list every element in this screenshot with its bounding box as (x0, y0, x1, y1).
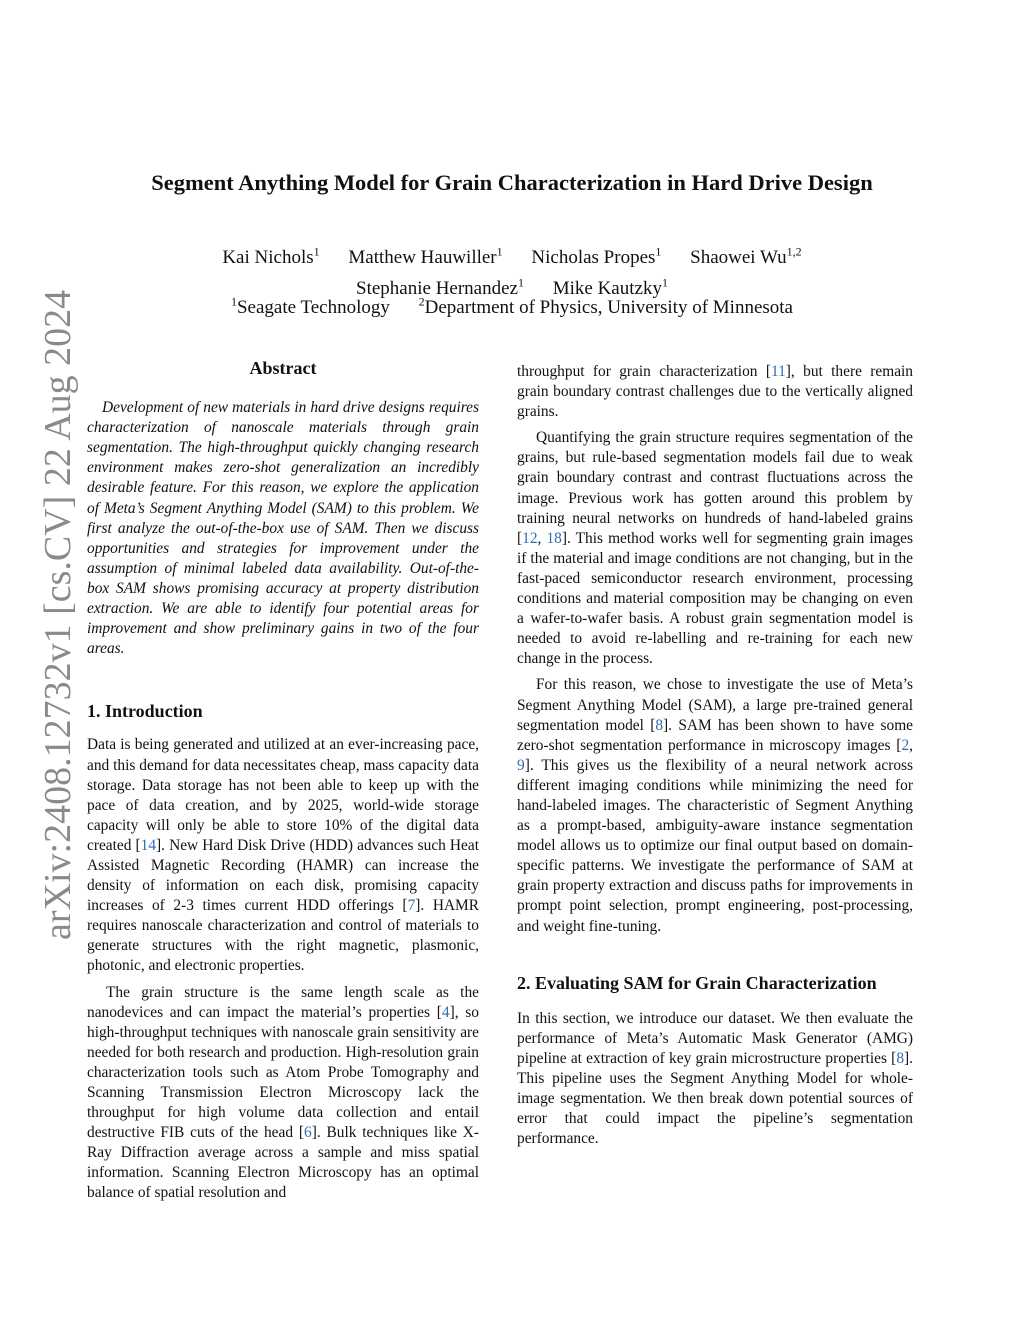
section-2-paragraph-1: In this section, we introduce our dataset. We then evaluate the performance of Meta’s Automatic Mask Generator (AMG) pipeline at extraction of key grain microstructure properties [8]. This pipeline uses the Segment Anything Model for whole-image segmentation. We then break down potential sources of error that could impact the pipeline’s segmentation performance. (517, 1009, 913, 1148)
intro-paragraph-1: Data is being generated and utilized at an ever-increasing pace, and this demand for data necessitates cheap, mass capacity data storage. Data storage has not been able to keep up with the pace of data creation, and by 2025, world-wide storage capacity will only be able to store 10% of the digital data created [14]. New Hard Disk Drive (HDD) advances such Heat Assisted Magnetic Recording (HAMR) can increase the density of information on each disk, promising capacity increases of 2-3 times current HDD offerings [7]. HAMR requires nanoscale characterization and control of materials to generate structures with the right magnetic, plasmonic, photonic, and electronic properties. (87, 736, 480, 975)
right-column (517, 362, 913, 1155)
citation-link[interactable]: 2 (901, 736, 910, 754)
authors-line-1 (0, 240, 1024, 270)
citation-link[interactable]: 18 (546, 529, 562, 547)
intro-paragraph-3: throughput for grain characterization [11], but there remain grain boundary contrast challenges due to the vertically aligned grains. (517, 363, 913, 421)
affiliation: $^2$Department of Physics, University of Minnesota (418, 295, 793, 319)
citation-link[interactable]: 12 (522, 529, 538, 547)
citation-link[interactable]: 9 (517, 756, 525, 774)
citation-link[interactable]: 6 (303, 1124, 312, 1142)
intro-paragraph-2: The grain structure is the same length scale as the nanodevices and can impact the material’s properties [4], so high-throughput techniques with nanoscale grain sensitivity are needed for both research and production. High-resolution grain characterization tools such as Atom Probe Tomography and Scanning Transmission Electron Microscopy lack the throughput for high volume data collection and entail destructive FIB cuts of the head [6]. Bulk techniques like X-Ray Diffraction average across a sample and miss spatial information. Scanning Electron Microscopy has an optimal balance of spatial resolution and (87, 983, 479, 1202)
citation-link[interactable]: 11 (770, 363, 786, 380)
introduction-heading: 1. Introduction (87, 701, 203, 722)
arxiv-identifier: arXiv:2408.12732v1 [cs.CV] 22 Aug 2024 (37, 289, 79, 940)
affiliations (0, 290, 1024, 320)
affiliation: $^1$Seagate Technology (230, 295, 390, 319)
author: Mike Kautzky$^1$ (552, 275, 668, 299)
author: Matthew Hauwiller$^1$ (348, 245, 503, 269)
citation-link[interactable]: 4 (441, 1003, 450, 1021)
paper-title: Segment Anything Model for Grain Characterization in Hard Drive Design (151, 170, 873, 195)
author: Shaowei Wu$^{1,2}$ (690, 245, 802, 269)
abstract-heading: Abstract (249, 358, 317, 378)
section-2-heading: 2. Evaluating SAM for Grain Characterization (517, 972, 877, 993)
intro-paragraph-5: For this reason, we chose to investigate the use of Meta’s Segment Anything Model (SAM), a large pre-trained general segmentation model [8]. SAM has been shown to have some zero-shot segmentation performance in microscopy images [2, 9]. This gives us the flexibility of a neural network across different imaging conditions while minimizing the need for hand-labeled images. The characteristic of Segment Anything as a prompt-based, ambiguity-aware instance segmentation model allows us to optimize our final output based on domain-specific patterns. We investigate the performance of SAM at grain property extraction and discuss paths for improvements in prompt point selection, prompt engineering, post-processing, and weight fine-tuning. (517, 676, 913, 935)
citation-link[interactable]: 14 (140, 836, 157, 854)
citation-link[interactable]: 8 (655, 716, 664, 734)
citation-link[interactable]: 7 (407, 897, 416, 915)
abstract-text: Development of new materials in hard drive designs requires characterization of nanoscale materials through grain segmentation. The high-throughput quickly changing research environment makes zero-shot generalization an incredibly desirable feature. For this reason, we explore the application of Meta’s Segment Anything Model (SAM) to this problem. We first analyze the out-of-the-box use of SAM. Then we discuss opportunities and strategies for improvement under the assumption of minimal labeled data availability. Out-of-the-box SAM shows promising accuracy at property distribution extraction. We are able to identify four potential areas for improvement and show preliminary gains in two of the four areas. (87, 399, 479, 658)
author: Stephanie Hernandez$^1$ (356, 275, 524, 299)
citation-link[interactable]: 8 (896, 1049, 905, 1067)
author: Nicholas Propes$^1$ (531, 245, 662, 269)
left-column (87, 358, 479, 1210)
intro-paragraph-4: Quantifying the grain structure requires segmentation of the grains, but rule-based segmentation models fail due to weak grain boundary contrast and contrast fluctuations across the image. Previous work has gotten around this problem by training neural networks on hundreds of hand-labeled grains [12, 18]. This method works well for segmenting grain images if the material and image conditions are not changing, but in the fast-paced semiconductor research environment, processing conditions and material composition may be changing on even a wafer-to-wafer basis. A robust grain segmentation model is needed to avoid re-labelling and re-training for each new change in the process. (517, 429, 913, 668)
author: Kai Nichols$^1$ (222, 245, 320, 269)
